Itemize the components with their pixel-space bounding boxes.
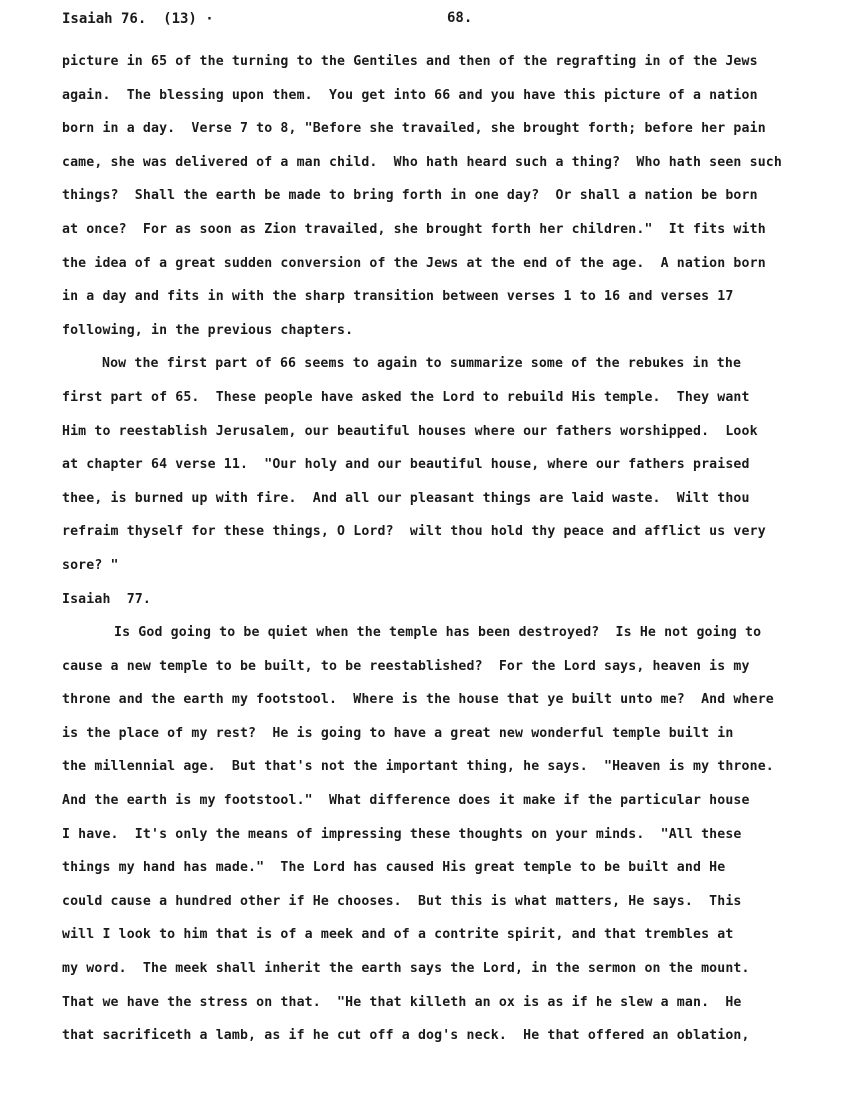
text-line: refraim thyself for these things, O Lord? wilt thou hold thy peace and afflict us very [62, 524, 766, 540]
page-header-reference: Isaiah 76. (13) · [62, 11, 214, 27]
section-heading: Isaiah 77. [62, 591, 151, 607]
paragraph-start-line: Is God going to be quiet when the temple has been destroyed? Is He not going to [114, 625, 762, 641]
text-line: in a day and fits in with the sharp transition between verses 1 to 16 and verses 17 [62, 289, 734, 305]
text-line: following, in the previous chapters. [62, 322, 354, 338]
text-line: That we have the stress on that. "He that killeth an ox is as if he slew a man. He [62, 994, 742, 1010]
text-line: things my hand has made." The Lord has caused His great temple to be built and He [62, 860, 726, 876]
paragraph-start-line: Now the first part of 66 seems to again to summarize some of the rebukes in the [102, 356, 742, 372]
text-line: picture in 65 of the turning to the Gentiles and then of the regrafting in of the Jews [62, 54, 758, 69]
text-line: again. The blessing upon them. You get into 66 and you have this picture of a nation [62, 87, 758, 103]
text-line: Him to reestablish Jerusalem, our beautiful houses where our fathers worshipped. Look [62, 423, 758, 439]
text-line: the millennial age. But that's not the important thing, he says. "Heaven is my throne. [62, 759, 774, 775]
text-line: cause a new temple to be built, to be reestablished? For the Lord says, heaven is my [62, 658, 750, 674]
text-line: at chapter 64 verse 11. "Our holy and our beautiful house, where our fathers praised [62, 457, 750, 473]
text-line: came, she was delivered of a man child. Who hath heard such a thing? Who hath seen such [62, 154, 782, 170]
text-line: at once? For as soon as Zion travailed, she brought forth her children." It fits with [62, 221, 766, 237]
text-line: will I look to him that is of a meek and of a contrite spirit, and that trembles at [62, 927, 734, 943]
body-text [62, 45, 842, 1053]
text-line: things? Shall the earth be made to bring forth in one day? Or shall a nation be born [62, 188, 758, 204]
page-number: 68. [447, 10, 473, 26]
text-line: And the earth is my footstool." What difference does it make if the particular house [62, 793, 750, 809]
text-line: thee, is burned up with fire. And all our pleasant things are laid waste. Wilt thou [62, 490, 750, 506]
text-line: I have. It's only the means of impressing these thoughts on your minds. "All these [62, 826, 742, 842]
text-line: the idea of a great sudden conversion of the Jews at the end of the age. A nation born [62, 255, 766, 271]
text-line: is the place of my rest? He is going to have a great new wonderful temple built in [62, 725, 734, 741]
text-line: my word. The meek shall inherit the earth says the Lord, in the sermon on the mount. [62, 961, 750, 977]
text-line: that sacrificeth a lamb, as if he cut off a dog's neck. He that offered an oblation, [62, 1028, 750, 1044]
text-line: throne and the earth my footstool. Where is the house that ye built unto me? And where [62, 692, 774, 708]
text-line: born in a day. Verse 7 to 8, "Before she travailed, she brought forth; before her pain [62, 121, 766, 137]
text-line: first part of 65. These people have asked the Lord to rebuild His temple. They want [62, 389, 750, 405]
text-line: could cause a hundred other if He chooses. But this is what matters, He says. This [62, 893, 742, 909]
text-line: sore? " [62, 557, 119, 573]
